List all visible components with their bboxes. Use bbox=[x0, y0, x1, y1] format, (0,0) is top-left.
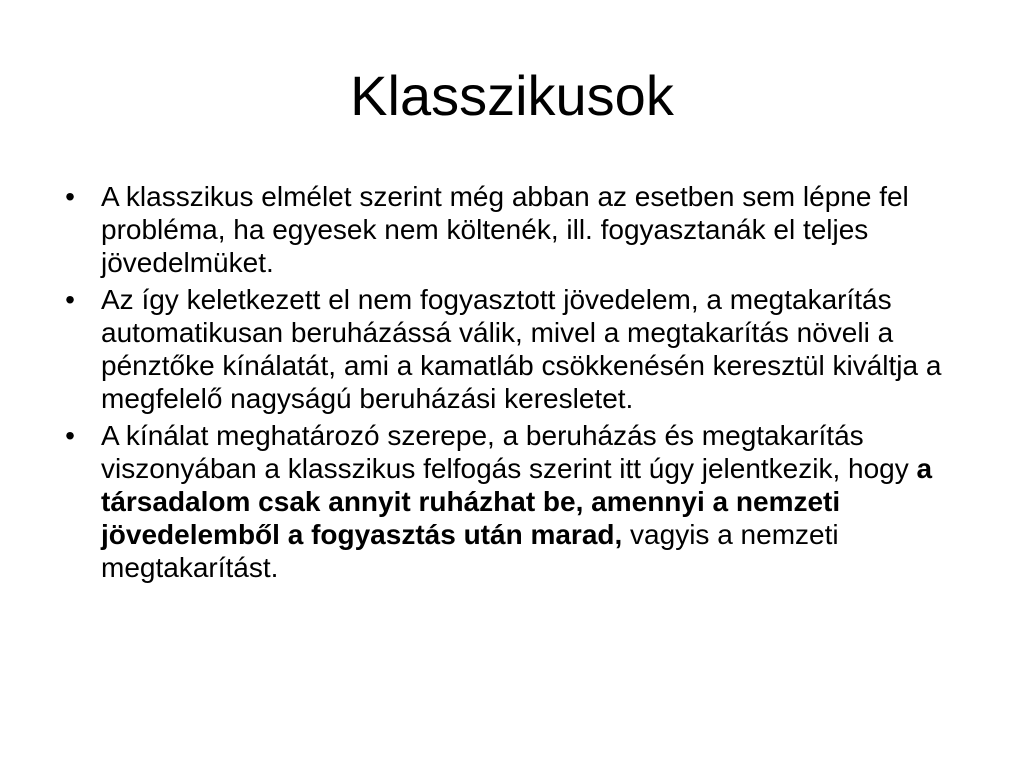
bullet-text bbox=[101, 420, 932, 583]
bullet-text-emphasis: a társadalom csak annyit ruházhat be, amennyi a nemzeti jövedelemből a fogyasztás után marad, bbox=[101, 453, 933, 550]
bullet-text-tail: vagyis a nemzeti megtakarítást. bbox=[101, 519, 839, 583]
bullet-item bbox=[58, 180, 978, 279]
bullet-text: Az így keletkezett el nem fogyasztott jövedelem, a megtakarítás automatikusan beruházássá válik, mivel a megtakarítás növeli a pénztőke kínálatát, ami a kamatláb csökkenésén keresztül kiváltja a megfelelő nagyságú beruházási keresletet. bbox=[101, 284, 942, 414]
bullet-icon: • bbox=[65, 181, 75, 212]
bullet-text-lead: A kínálat meghatározó szerepe, a beruházás és megtakarítás viszonyában a klasszikus felfogás szerint itt úgy jelentkezik, hogy bbox=[101, 420, 917, 484]
bullet-list bbox=[58, 180, 978, 588]
bullet-icon: • bbox=[65, 420, 75, 451]
bullet-icon: • bbox=[65, 284, 75, 315]
bullet-item bbox=[58, 283, 978, 415]
bullet-text: A klasszikus elmélet szerint még abban az esetben sem lépne fel probléma, ha egyesek nem költenék, ill. fogyasztanák el teljes jövedelmüket. bbox=[101, 181, 909, 278]
slide-title: Klasszikusok bbox=[350, 64, 674, 127]
bullet-item bbox=[58, 419, 978, 584]
